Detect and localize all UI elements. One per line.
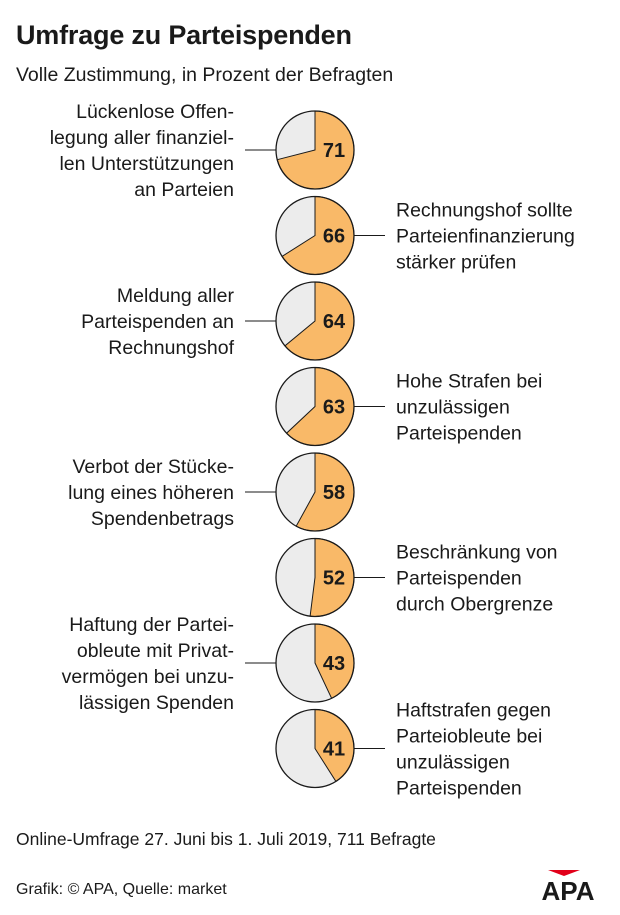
category-label-line: Parteienfinanzierung xyxy=(396,225,575,248)
pie-value-label-8: 41 xyxy=(322,738,346,761)
category-label-line: Verbot der Stücke- xyxy=(72,456,234,478)
category-label-line: Spendenbetrags xyxy=(90,508,234,530)
category-label-8 xyxy=(396,700,551,800)
category-label-line: Parteispenden xyxy=(396,422,522,445)
pie-value-label-5: 58 xyxy=(322,482,346,504)
category-label-line: durch Obergrenze xyxy=(396,593,554,616)
apa-logo xyxy=(532,870,604,902)
pie-value-label-3: 64 xyxy=(322,311,346,333)
category-label-line: unzulässigen xyxy=(396,751,510,774)
category-label-line: Parteiobleute bei xyxy=(396,725,543,748)
category-label-line: lung eines höheren xyxy=(68,482,234,504)
pie-value-label-4: 63 xyxy=(322,396,346,419)
category-label-line: Haftung der Partei- xyxy=(69,614,234,636)
category-label-line: Parteispenden an xyxy=(81,311,234,333)
category-label-line: len Unterstützungen xyxy=(59,153,234,175)
category-label-line: vermögen bei unzu- xyxy=(61,666,234,688)
category-label-7 xyxy=(62,614,234,714)
category-label-line: Meldung aller xyxy=(116,285,234,307)
pie-value-label-6: 52 xyxy=(322,567,346,590)
category-label-3 xyxy=(81,285,234,359)
category-label-line: Lückenlose Offen- xyxy=(76,101,234,123)
category-label-6 xyxy=(396,542,558,616)
category-label-line: unzulässigen xyxy=(396,396,510,419)
category-label-line: Beschränkung von xyxy=(396,541,558,564)
category-label-4 xyxy=(396,371,542,445)
category-label-line: an Parteien xyxy=(134,179,234,201)
pie-value-label-2: 66 xyxy=(322,225,346,248)
survey-footnote: Online-Umfrage 27. Juni bis 1. Juli 2019, 711 Befragte xyxy=(16,829,436,849)
category-label-line: Hohe Strafen bei xyxy=(396,370,543,393)
category-label-5 xyxy=(68,456,234,530)
pie-value-label-1: 71 xyxy=(322,140,346,162)
category-label-line: Parteispenden xyxy=(396,567,522,590)
category-label-line: Rechnungshof sollte xyxy=(396,199,573,222)
category-label-line: Haftstrafen gegen xyxy=(396,699,552,722)
category-label-line: Rechnungshof xyxy=(108,337,234,359)
category-label-line: legung aller finanziel- xyxy=(49,127,234,149)
apa-logo-text: APA xyxy=(541,876,595,902)
category-label-line: Parteispenden xyxy=(396,777,522,800)
category-label-line: lässigen Spenden xyxy=(78,692,234,714)
source-credit: Grafik: © APA, Quelle: market xyxy=(16,881,227,898)
chart-subtitle: Volle Zustimmung, in Prozent der Befragten xyxy=(16,64,394,86)
category-label-1 xyxy=(50,101,234,201)
category-label-line: stärker prüfen xyxy=(396,251,517,274)
category-label-2 xyxy=(396,200,575,274)
pie-value-label-7: 43 xyxy=(322,653,346,675)
chart-title: Umfrage zu Parteispenden xyxy=(16,20,352,50)
category-label-line: obleute mit Privat- xyxy=(76,640,234,662)
